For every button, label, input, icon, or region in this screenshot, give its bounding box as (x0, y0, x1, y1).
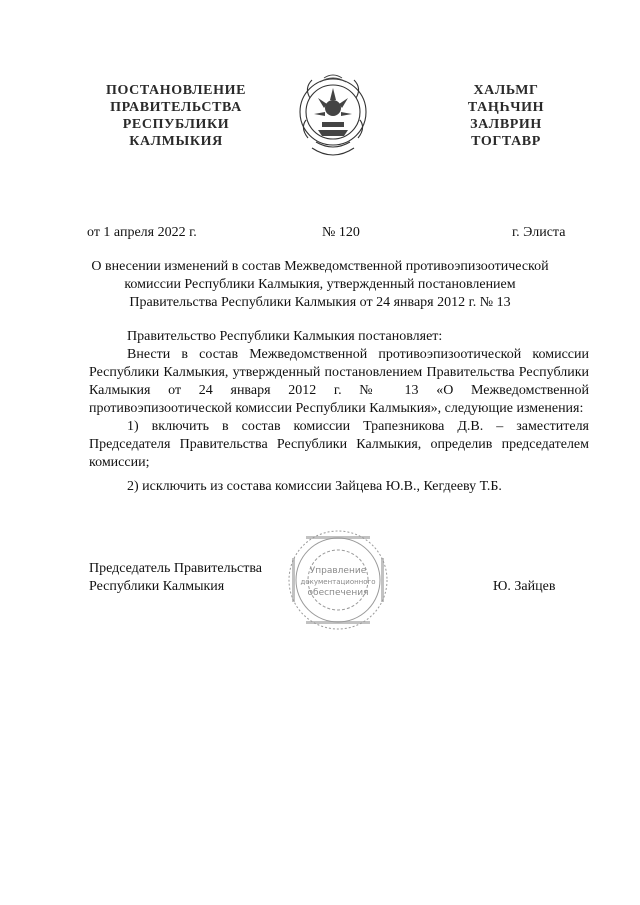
header-left-line: ПОСТАНОВЛЕНИЕ (105, 83, 247, 98)
header-right-line: ЗАЛВРИН (470, 117, 542, 132)
header-left-line: КАЛМЫКИЯ (129, 134, 223, 149)
stamp-text-line: документационного (300, 578, 376, 586)
header-right-line: ТАҢҺЧИН (467, 100, 545, 115)
stamp-text-line: Управление (309, 566, 367, 576)
resolution-paragraph: Внести в состав Межведомственной противоэпизоотической комиссии Республики Калмыкия, утвержденный постановлением Правительства Республики Калмыкия от 24 января 2012 г. № 13 «О Межведомственной противоэпизоотической комиссии Республики Калмыкия», следующие изменения: (89, 347, 589, 416)
header-right-line: ТОГТАВР (471, 134, 541, 149)
preamble-paragraph: Правительство Республики Калмыкия постановляет: (127, 329, 443, 344)
change-item-1: 1) включить в состав комиссии Трапезникова Д.В. – заместителя Председателя Правительства Республики Калмыкия, определив председателем комиссии; (89, 419, 589, 470)
stamp-text (300, 566, 376, 599)
document-body (89, 328, 589, 496)
document-city: г. Элиста (512, 225, 566, 240)
header-left (96, 82, 256, 150)
signatory-position-line1: Председатель Правительства (89, 561, 262, 576)
header-left-line: ПРАВИТЕЛЬСТВА (110, 100, 242, 115)
change-item-2: 2) исключить из состава комиссии Зайцева Ю.В., Кегдееву Т.Б. (127, 479, 502, 494)
title-line: комиссии Республики Калмыкия, утвержденный постановлением (124, 277, 516, 292)
header-left-line: РЕСПУБЛИКИ (122, 117, 230, 132)
signatory-name: Ю. Зайцев (493, 579, 556, 594)
document-title (70, 258, 570, 312)
coat-of-arms-emblem (296, 68, 370, 164)
document-number: № 120 (322, 225, 360, 240)
title-line: О внесении изменений в состав Межведомственной противоэпизоотической (91, 259, 549, 274)
signatory-position-line2: Республики Калмыкия (89, 579, 225, 594)
title-line: Правительства Республики Калмыкия от 24 января 2012 г. № 13 (129, 295, 511, 310)
header-right (446, 82, 566, 150)
header-right-line: ХАЛЬМГ (473, 83, 539, 98)
document-date: от 1 апреля 2022 г. (87, 225, 197, 240)
stamp-text-line: обеспечения (307, 588, 369, 598)
